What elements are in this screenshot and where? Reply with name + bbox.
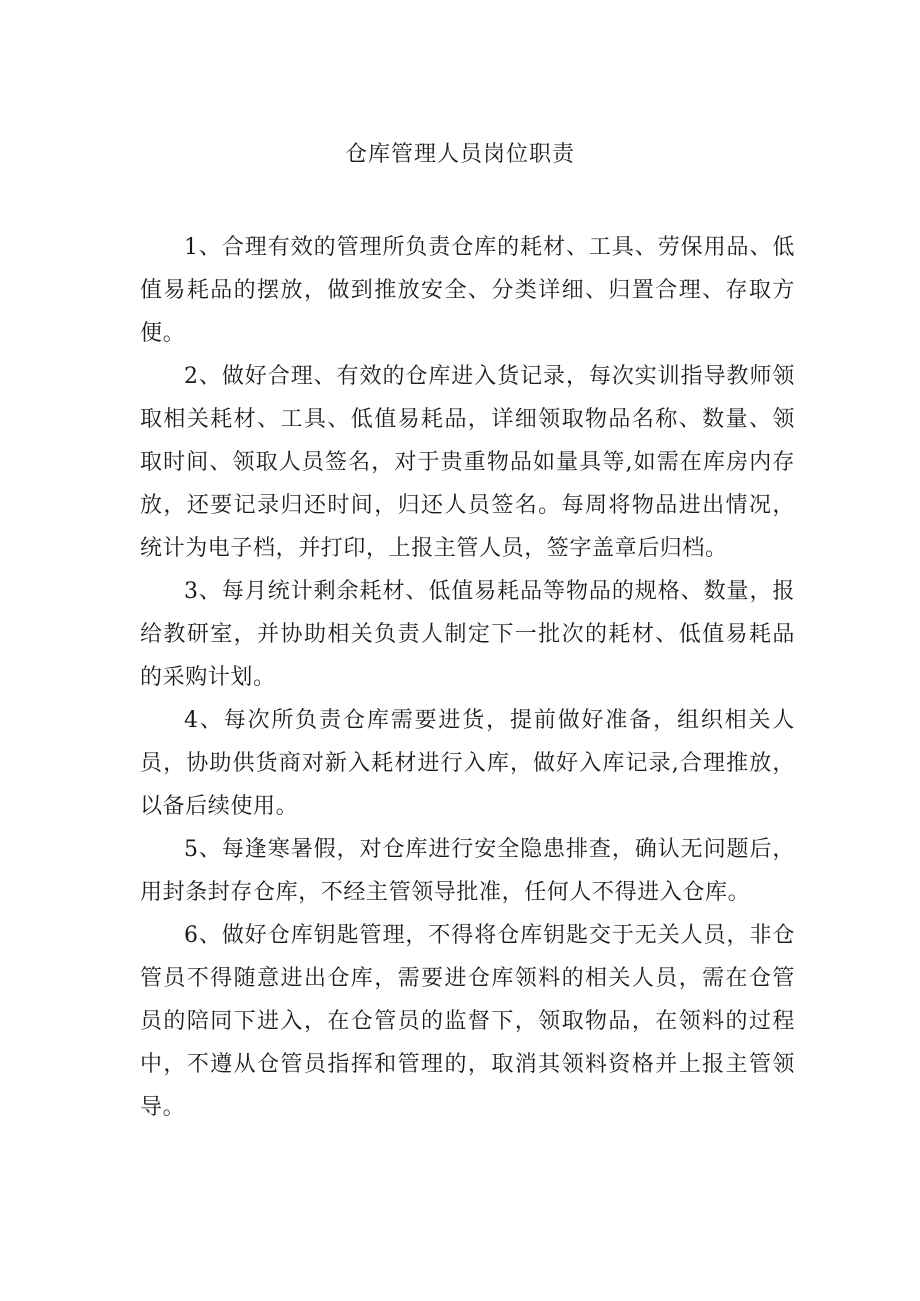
duty-item-4: 4、每次所负责仓库需要进货，提前做好准备，组织相关人员，协助供货商对新入耗材进行入库，做好入库记录,合理推放，以备后续使用。: [140, 708, 795, 819]
duty-item-6: 6、做好仓库钥匙管理，不得将仓库钥匙交于无关人员，非仓管员不得随意进出仓库，需要进仓库领料的相关人员，需在仓管员的陪同下进入，在仓管员的监督下，领取物品，在领料的过程中，不遵从仓管员指挥和管理的，取消其领料资格并上报主管领导。: [140, 923, 795, 1120]
document-title: 仓库管理人员岗位职责: [344, 142, 575, 167]
duty-item-2: 2、做好合理、有效的仓库进入货记录，每次实训指导教师领取相关耗材、工具、低值易耗品，详细领取物品名称、数量、领取时间、领取人员签名，对于贵重物品如量具等,如需在库房内存放，还要记录归还时间，归还人员签名。每周将物品进出情况，统计为电子档，并打印，上报主管人员，签字盖章后归档。: [140, 364, 795, 561]
duty-item-3: 3、每月统计剩余耗材、低值易耗品等物品的规格、数量，报给教研室，并协助相关负责人制定下一批次的耗材、低值易耗品的采购计划。: [140, 579, 795, 690]
document-body: [140, 226, 795, 1129]
duty-item-5: 5、每逢寒暑假，对仓库进行安全隐患排查，确认无问题后，用封条封存仓库，不经主管领导批准，任何人不得进入仓库。: [140, 837, 795, 905]
duty-item-1: 1、合理有效的管理所负责仓库的耗材、工具、劳保用品、低值易耗品的摆放，做到推放安全、分类详细、归置合理、存取方便。: [140, 235, 795, 346]
